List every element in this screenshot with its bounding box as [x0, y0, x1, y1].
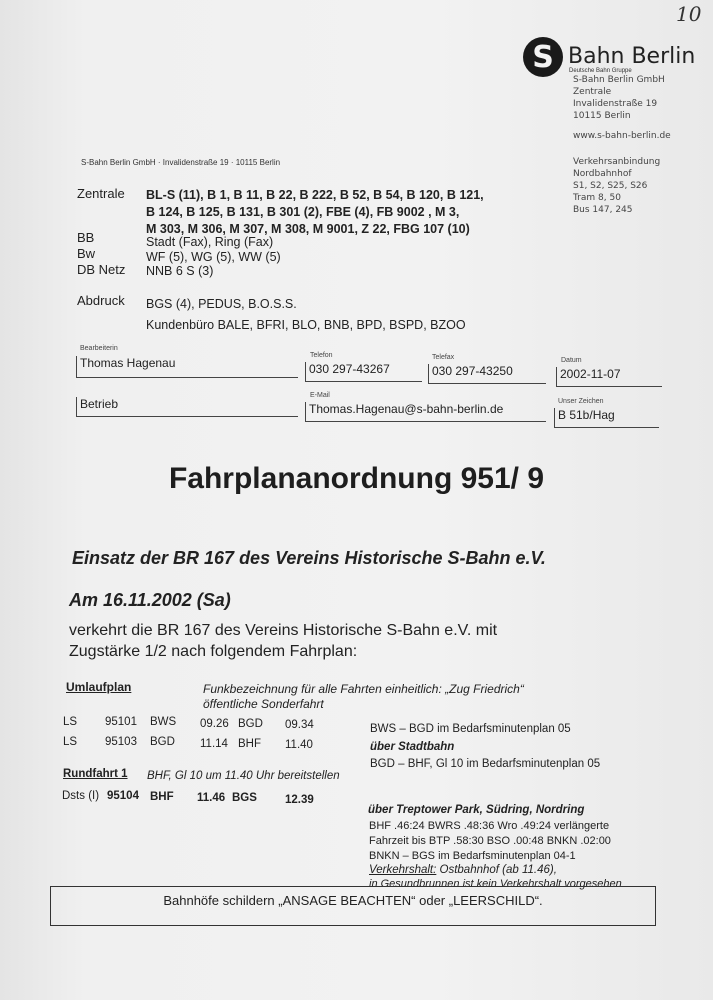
logo-tagline: Deutsche Bahn Gruppe — [569, 68, 632, 74]
dbnetz-value: NNB 6 S (3) — [146, 264, 214, 278]
verkehrshalt-label: Verkehrshalt: — [369, 864, 437, 876]
note-bgd: BGD – BHF, Gl 10 im Bedarfsminutenplan 05 — [370, 758, 601, 770]
arrival-time: 11.40 — [285, 739, 313, 751]
website: www.s-bahn-berlin.de — [573, 131, 671, 141]
funk-line: öffentliche Sonderfahrt — [203, 697, 324, 711]
rundfahrt-note: BHF, Gl 10 um 11.40 Uhr bereitstellen — [147, 770, 340, 782]
departure-time: 11.46 — [197, 792, 226, 804]
address-line: Verkehrsanbindung — [573, 157, 661, 167]
s-bahn-logo-icon: S — [523, 37, 563, 77]
route-line: Fahrzeit bis BTP .58:30 BSO .00:48 BNKN .02:00 — [369, 835, 611, 847]
dbnetz-label: DB Netz — [77, 262, 126, 277]
datum-field — [556, 367, 662, 387]
zeichen-value: B 51b/Hag — [558, 408, 615, 422]
telefon-value: 030 297-43267 — [309, 362, 390, 376]
bb-value: Stadt (Fax), Ring (Fax) — [146, 235, 274, 249]
address-line: 10115 Berlin — [573, 111, 631, 121]
address-line: Tram 8, 50 — [573, 193, 621, 203]
logo-name: Bahn Berlin — [568, 44, 696, 69]
train-number: 95103 — [105, 736, 137, 748]
zentrale-line: B 124, B 125, B 131, B 301 (2), FBE (4), FB 9002 , M 3, — [146, 205, 460, 219]
route-line: BHF .46:24 BWRS .48:36 Wro .49:24 verlängerte — [369, 820, 610, 832]
abdruck-line: BGS (4), PEDUS, B.O.S.S. — [146, 297, 297, 311]
page-number: 10 — [676, 2, 702, 26]
arrival-time: 09.34 — [285, 719, 314, 731]
train-type: LS — [63, 716, 78, 728]
email-field — [305, 402, 546, 422]
zentrale-line: BL-S (11), B 1, B 11, B 22, B 222, B 52, B 54, B 120, B 121, — [146, 188, 484, 202]
bearbeiterin-field — [76, 356, 298, 378]
train-number: 95104 — [107, 790, 139, 802]
gesundbrunnen-note: in Gesundbrunnen ist kein Verkehrshalt vorgesehen — [369, 878, 622, 890]
note-bws: BWS – BGD im Bedarfsminutenplan 05 — [370, 723, 571, 735]
intro-line: verkehrt die BR 167 des Vereins Historische S-Bahn e.V. mit — [69, 622, 498, 639]
subtitle: Einsatz der BR 167 des Vereins Historische S-Bahn e.V. — [72, 548, 546, 568]
telefon-label: Telefon — [310, 352, 333, 359]
departure-time: 09.26 — [200, 718, 229, 730]
email-value: Thomas.Hagenau@s-bahn-berlin.de — [309, 402, 504, 416]
sender-line: S-Bahn Berlin GmbH · Invalidenstraße 19 · 10115 Berlin — [81, 158, 281, 167]
train-type: Dsts (I) — [62, 790, 100, 802]
to-station: BHF — [238, 738, 261, 750]
zeichen-field — [554, 408, 659, 428]
bw-value: WF (5), WG (5), WW (5) — [146, 250, 281, 264]
route-heading: über Treptower Park, Südring, Nordring — [368, 804, 585, 816]
rundfahrt-label: Rundfahrt 1 — [63, 768, 128, 780]
intro-line: Zugstärke 1/2 nach folgendem Fahrplan: — [69, 643, 358, 660]
to-station: BGD — [238, 718, 263, 730]
zeichen-label: Unser Zeichen — [558, 398, 604, 405]
departure-time: 11.14 — [200, 738, 228, 750]
bw-label: Bw — [77, 246, 96, 261]
bearbeiterin-label: Bearbeiterin — [80, 345, 118, 352]
from-station: BHF — [150, 791, 174, 803]
footer-text: Bahnhöfe schildern „ANSAGE BEACHTEN“ oder „LEERSCHILD“. — [163, 893, 543, 908]
note-stadtbahn: über Stadtbahn — [370, 741, 455, 753]
telefax-value: 030 297-43250 — [432, 364, 513, 378]
zentrale-label: Zentrale — [77, 186, 125, 201]
bearbeiterin-value: Thomas Hagenau — [80, 356, 176, 370]
umlaufplan-label: Umlaufplan — [66, 680, 132, 694]
from-station: BWS — [150, 716, 177, 728]
verkehrshalt-line — [369, 864, 557, 876]
train-type: LS — [63, 736, 78, 748]
bb-label: BB — [77, 230, 95, 245]
address-line: Zentrale — [573, 87, 612, 97]
telefax-field — [428, 364, 546, 384]
zentrale-line: M 303, M 306, M 307, M 308, M 9001, Z 22, FBG 107 (10) — [146, 222, 470, 236]
footer-notice — [50, 886, 656, 926]
route-line: BNKN – BGS im Bedarfsminutenplan 04-1 — [369, 850, 576, 862]
datum-value: 2002-11-07 — [560, 367, 621, 381]
abdruck-label: Abdruck — [77, 293, 125, 308]
date-heading: Am 16.11.2002 (Sa) — [69, 590, 231, 610]
funk-line: Funkbezeichnung für alle Fahrten einheitlich: „Zug Friedrich“ — [203, 682, 524, 696]
document-title: Fahrplananordnung 951/ 9 — [168, 462, 545, 495]
telefon-field — [305, 362, 422, 382]
email-label: E-Mail — [310, 392, 330, 399]
abdruck-line: Kundenbüro BALE, BFRI, BLO, BNB, BPD, BSPD, BZOO — [146, 318, 466, 332]
datum-label: Datum — [561, 357, 582, 364]
address-line: S-Bahn Berlin GmbH — [573, 75, 665, 85]
telefax-label: Telefax — [432, 354, 455, 361]
address-line: Bus 147, 245 — [573, 205, 633, 215]
address-line: Invalidenstraße 19 — [573, 99, 658, 109]
verkehrshalt-text: Ostbahnhof (ab 11.46), — [436, 864, 557, 876]
train-number: 95101 — [105, 716, 137, 728]
betrieb-field — [76, 397, 298, 417]
arrival-time: 12.39 — [285, 794, 314, 806]
to-station: BGS — [232, 792, 257, 804]
address-line: Nordbahnhof — [573, 169, 632, 179]
address-line: S1, S2, S25, S26 — [573, 181, 648, 191]
betrieb-value: Betrieb — [80, 397, 119, 411]
from-station: BGD — [150, 736, 175, 748]
